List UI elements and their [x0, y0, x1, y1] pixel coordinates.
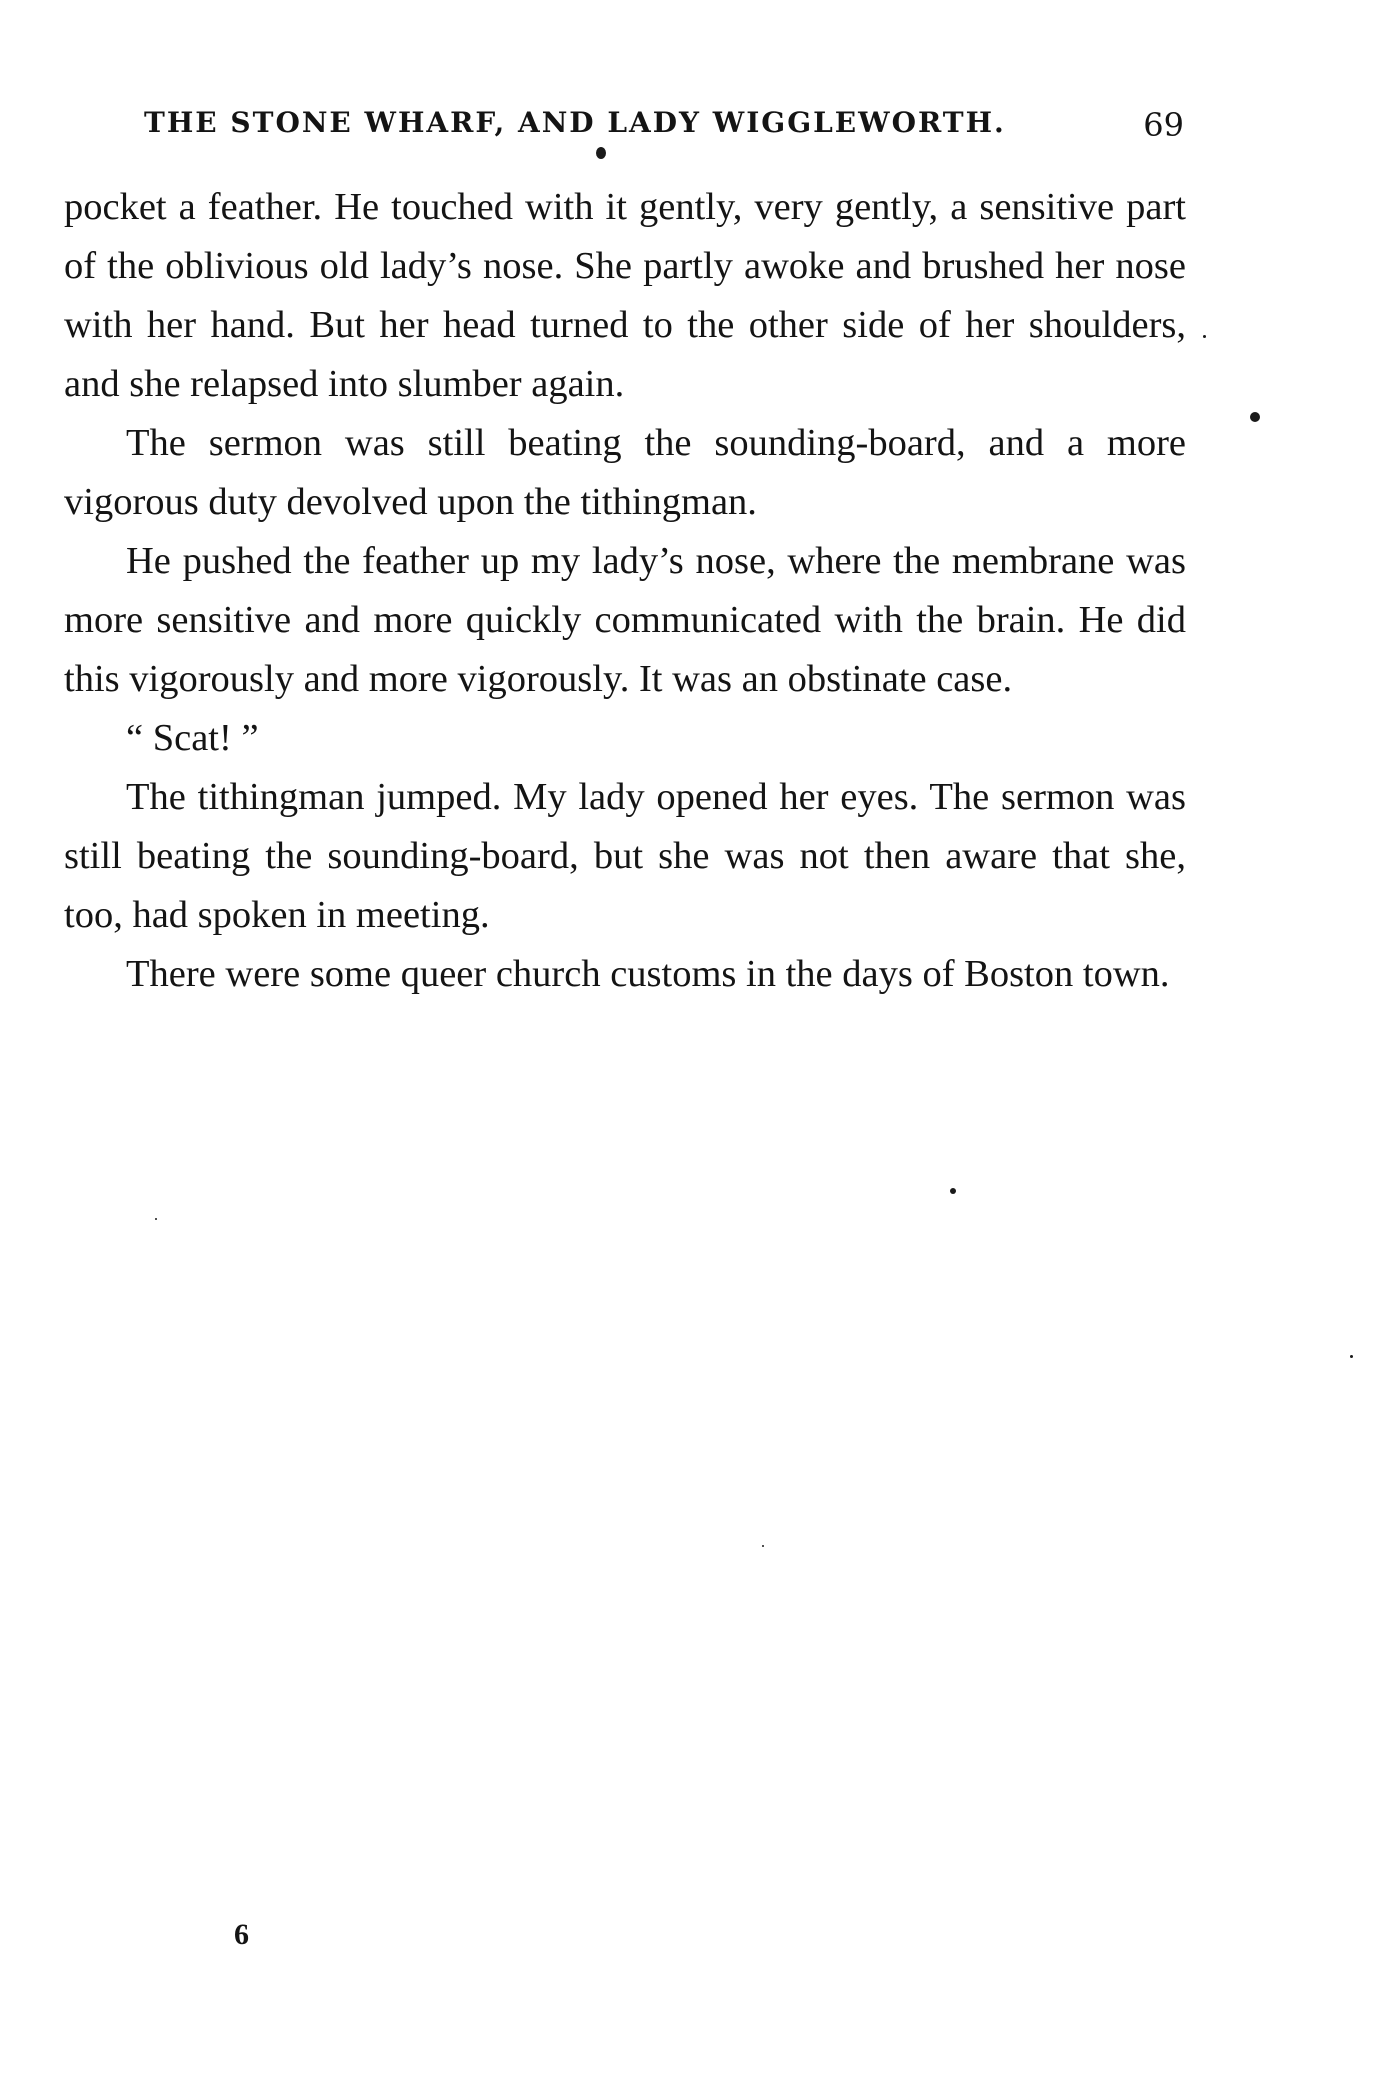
ink-speck: [1203, 335, 1206, 338]
ink-speck: [1350, 1355, 1353, 1358]
page-number: 69: [1143, 106, 1184, 144]
ink-speck: [950, 1188, 956, 1194]
paragraph-exclamation: “ Scat! ”: [126, 717, 259, 759]
ink-speck: [1250, 412, 1260, 422]
paragraph: There were some queer church customs in the days of Boston town.: [126, 953, 1170, 995]
body-text: [64, 178, 1186, 1004]
paragraph: He pushed the feather up my lady’s nose, where the membrane was more sensitive and more quickly communicated with the brain. He did this vigorously and more vigorously. It was an obstinate case.: [64, 540, 1186, 700]
running-head: [64, 104, 1184, 156]
signature-mark: 6: [234, 1918, 249, 1951]
paragraph: The sermon was still beating the sounding-board, and a more vigorous duty devolved upon the tithingman.: [64, 422, 1186, 523]
ink-speck: [762, 1545, 764, 1547]
paragraph-continued: pocket a feather. He touched with it gently, very gently, a sensitive part of the oblivious old lady’s nose. She partly awoke and brushed her nose with her hand. But her head turned to the other side of her shoulders, and she relapsed into slumber again.: [64, 186, 1186, 405]
paragraph: The tithingman jumped. My lady opened her eyes. The sermon was still beating the sounding-board, but she was not then aware that she, too, had spoken in meeting.: [64, 776, 1186, 936]
running-title: THE STONE WHARF, AND LADY WIGGLEWORTH.: [144, 106, 1006, 139]
ink-speck: [155, 1218, 157, 1220]
ink-speck: [596, 147, 606, 159]
